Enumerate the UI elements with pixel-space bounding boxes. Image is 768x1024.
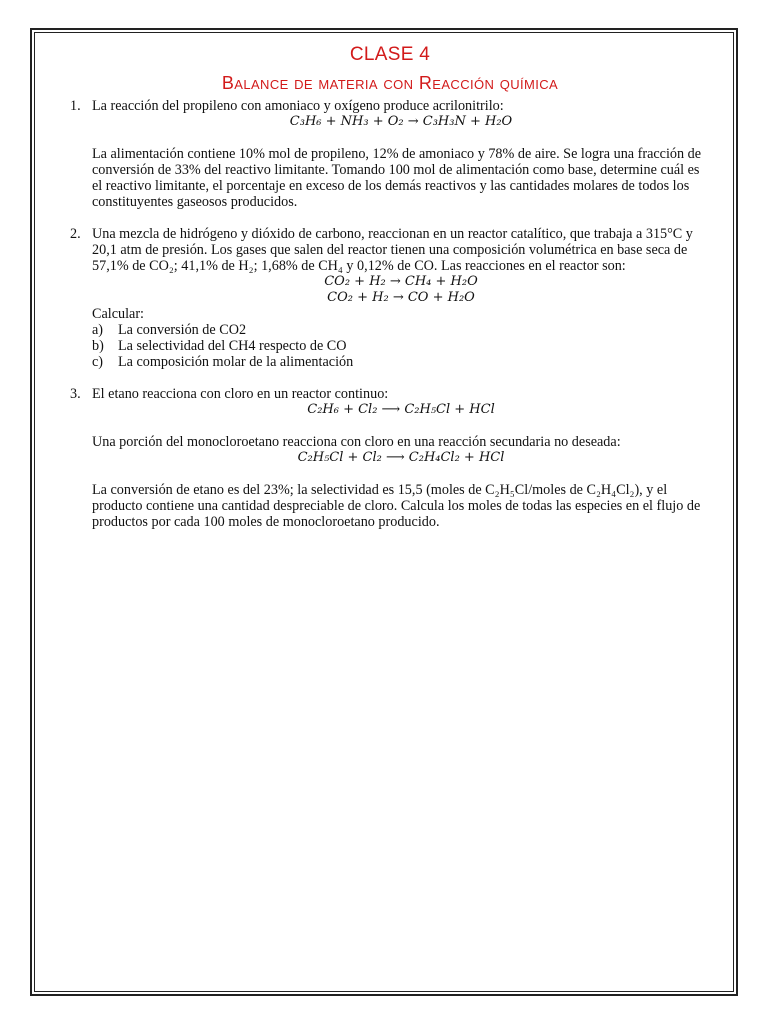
task-item <box>92 338 710 354</box>
problem-3 <box>70 386 710 530</box>
reaction-equation: C₃H₆ + NH₃ + O₂ → C₃H₃N + H₂O <box>289 114 513 129</box>
reaction-equation: CO₂ + H₂ → CH₄ + H₂O <box>324 274 478 289</box>
task-item <box>92 322 710 338</box>
problem-intro: Una mezcla de hidrógeno y dióxido de carbono, reaccionan en un reactor catalítico, que trabaja a 315°C y 20,1 atm de presión. Los gases que salen del reactor tienen una composición volumétrica en base seca de 57,1% de CO₂; 41,1% de H₂; 1,68% de CH₄ y 0,12% de CO. Las reacciones en el reactor son: <box>92 226 693 274</box>
problem-intro: El etano reacciona con cloro en un reactor continuo: <box>92 386 389 402</box>
problem-text: La conversión de etano es del 23%; la selectividad es 15,5 (moles de C₂H₅Cl/moles de C₂H₄Cl₂), y el producto contiene una cantidad despreciable de cloro. Calcula los moles de todas las especies en el flujo de productos por cada 100 moles de monocloroetano producido. <box>92 482 701 530</box>
page-subtitle: Balance de materia con Reacción química <box>221 73 559 93</box>
problem-number: 3. <box>70 386 81 402</box>
task-item <box>92 354 710 370</box>
document-body <box>70 40 710 530</box>
problem-text: La alimentación contiene 10% mol de propileno, 12% de amoniaco y 78% de aire. Se logra una fracción de conversión de 33% del reactivo limitante. Tomando 100 mol de alimentación como base, determine cuál es el reactivo limitante, el porcentaje en exceso de los demás reactivos y las cantidades molares de todos los constituyentes gaseosos producidos. <box>92 146 702 210</box>
reaction-equation: C₂H₅Cl + Cl₂ ⟶ C₂H₄Cl₂ + HCl <box>297 450 505 465</box>
calc-label: Calcular: <box>92 306 144 322</box>
problem-intro: La reacción del propileno con amoniaco y oxígeno produce acrilonitrilo: <box>92 98 504 114</box>
problem-number: 2. <box>70 226 81 242</box>
task-letter: a) <box>92 322 104 338</box>
reaction-equation: CO₂ + H₂ → CO + H₂O <box>327 290 475 305</box>
problem-2 <box>70 226 710 370</box>
problem-1 <box>70 98 710 210</box>
problem-text: Una porción del monocloroetano reacciona con cloro en una reacción secundaria no deseada: <box>92 434 621 450</box>
problem-number: 1. <box>70 98 81 114</box>
task-text: La composición molar de la alimentación <box>118 354 354 370</box>
task-letter: c) <box>92 354 104 370</box>
task-text: La conversión de CO2 <box>118 322 247 338</box>
task-list <box>92 322 710 370</box>
reaction-equation: C₂H₆ + Cl₂ ⟶ C₂H₅Cl + HCl <box>307 402 495 417</box>
task-text: La selectividad del CH4 respecto de CO <box>118 338 347 354</box>
task-letter: b) <box>92 338 104 354</box>
page-title: CLASE 4 <box>349 44 431 65</box>
